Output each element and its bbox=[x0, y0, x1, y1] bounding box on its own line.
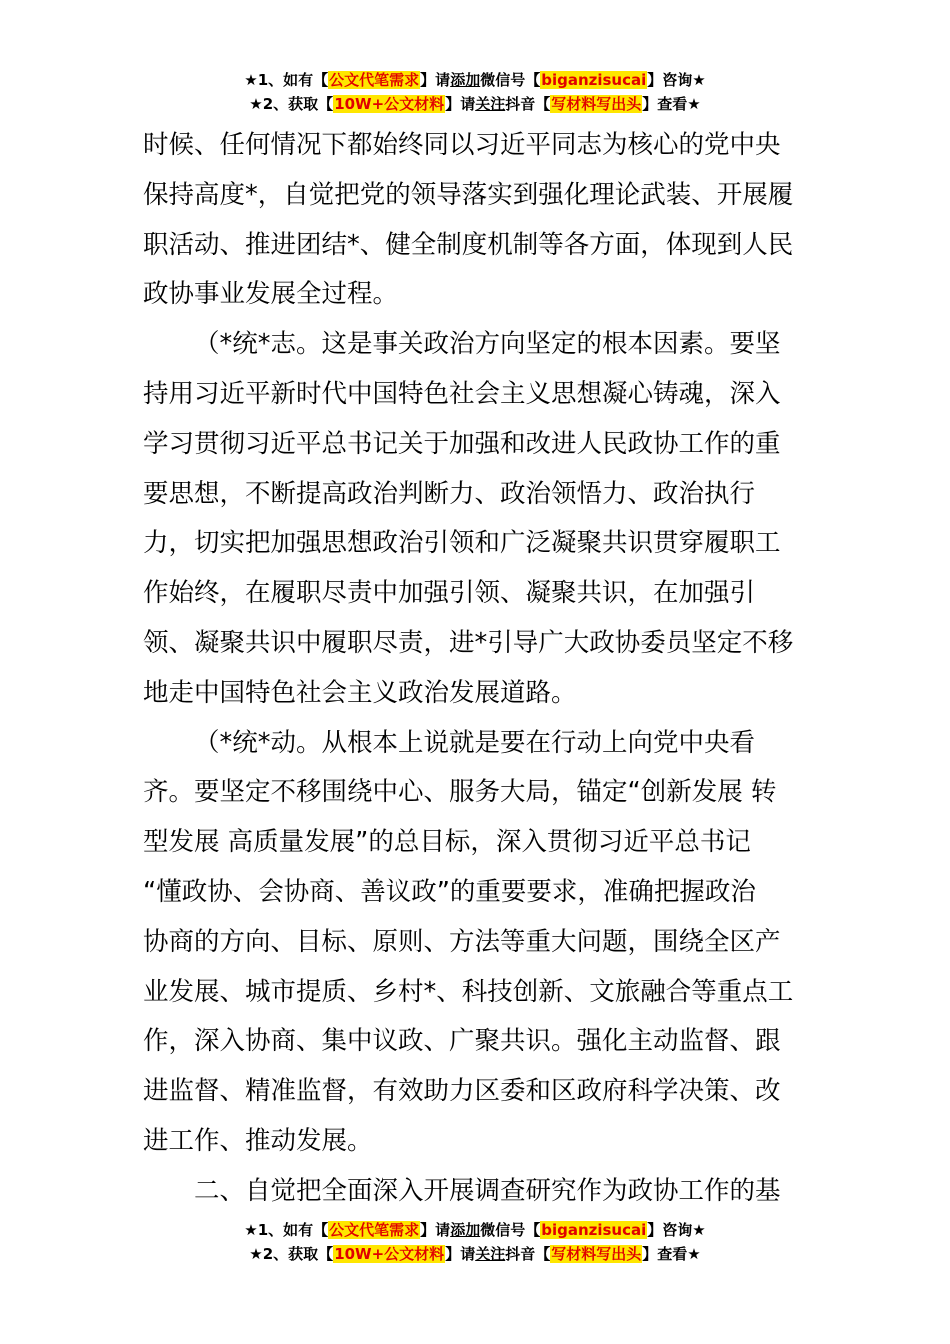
text-line: 型发展 高质量发展”的总目标，深入贯彻习近平总书记 bbox=[143, 827, 751, 858]
text-line: 保持高度*，自觉把党的领导落实到强化理论武装、开展履 bbox=[143, 179, 794, 210]
text-line: 力，切实把加强思想政治引领和广泛凝聚共识贯穿履职工 bbox=[143, 528, 781, 559]
text-line: 领、凝聚共识中履职尽责，进*引导广大政协委员坚定不移 bbox=[143, 627, 794, 658]
text-line: （*统*志。这是事关政治方向坚定的根本因素。要坚 bbox=[194, 329, 781, 360]
text-line: 进监督、精准监督，有效助力区委和区政府科学决策、改 bbox=[143, 1076, 781, 1107]
highlight-text: 10W+公文材料 bbox=[334, 1245, 445, 1263]
paragraph-1 bbox=[143, 121, 807, 320]
text-line: 要思想，不断提高政治判断力、政治领悟力、政治执行 bbox=[143, 478, 756, 509]
document-body bbox=[143, 121, 807, 1217]
text-line: 协商的方向、目标、原则、方法等重大问题，围绕全区产 bbox=[143, 926, 781, 957]
text-line: 职活动、推进团结*、健全制度机制等各方面，体现到人民 bbox=[143, 229, 794, 260]
text-line: 地走中国特色社会主义政治发展道路。 bbox=[143, 677, 577, 708]
banner-line-2: ★2、获取【10W+公文材料】请关注抖音【写材料写出头】查看★ bbox=[249, 95, 701, 113]
bottom-banner bbox=[0, 1218, 950, 1266]
text-line: 作，深入协商、集中议政、广聚共识。强化主动监督、跟 bbox=[143, 1026, 781, 1057]
text-line: 政协事业发展全过程。 bbox=[143, 279, 399, 310]
banner-line-1: ★1、如有【公文代笔需求】请添加微信号【biganzisucai】咨询★ bbox=[244, 1221, 706, 1239]
top-banner bbox=[0, 68, 950, 116]
text-line: 时候、任何情况下都始终同以习近平同志为核心的党中央 bbox=[143, 130, 781, 160]
text-line: 学习贯彻习近平总书记关于加强和改进人民政协工作的重 bbox=[143, 428, 781, 459]
highlight-text: 写材料写出头 bbox=[551, 95, 642, 113]
highlight-text: 公文代笔需求 bbox=[329, 71, 420, 89]
paragraph-2 bbox=[143, 320, 807, 718]
text-line: 持用习近平新时代中国特色社会主义思想凝心铸魂，深入 bbox=[143, 378, 781, 409]
highlight-text: biganzisucai bbox=[541, 1221, 647, 1239]
text-line: （*统*动。从根本上说就是要在行动上向党中央看 bbox=[194, 727, 756, 758]
text-line: 业发展、城市提质、乡村*、科技创新、文旅融合等重点工 bbox=[143, 976, 794, 1007]
banner-line-2: ★2、获取【10W+公文材料】请关注抖音【写材料写出头】查看★ bbox=[249, 1245, 701, 1263]
paragraph-4 bbox=[143, 1167, 807, 1217]
text-line: 进工作、推动发展。 bbox=[143, 1125, 373, 1156]
highlight-text: 10W+公文材料 bbox=[334, 95, 445, 113]
highlight-text: 公文代笔需求 bbox=[329, 1221, 420, 1239]
text-line: 作始终，在履职尽责中加强引领、凝聚共识，在加强引 bbox=[143, 578, 756, 609]
paragraph-3 bbox=[143, 719, 807, 1167]
highlight-text: biganzisucai bbox=[541, 71, 647, 89]
text-line: 齐。要坚定不移围绕中心、服务大局，锚定“创新发展 转 bbox=[143, 777, 777, 808]
text-line: “懂政协、会协商、善议政”的重要要求，准确把握政治 bbox=[143, 876, 756, 907]
banner-line-1: ★1、如有【公文代笔需求】请添加微信号【biganzisucai】咨询★ bbox=[244, 71, 706, 89]
section-heading-line: 二、自觉把全面深入开展调查研究作为政协工作的基 bbox=[194, 1175, 781, 1206]
highlight-text: 写材料写出头 bbox=[551, 1245, 642, 1263]
